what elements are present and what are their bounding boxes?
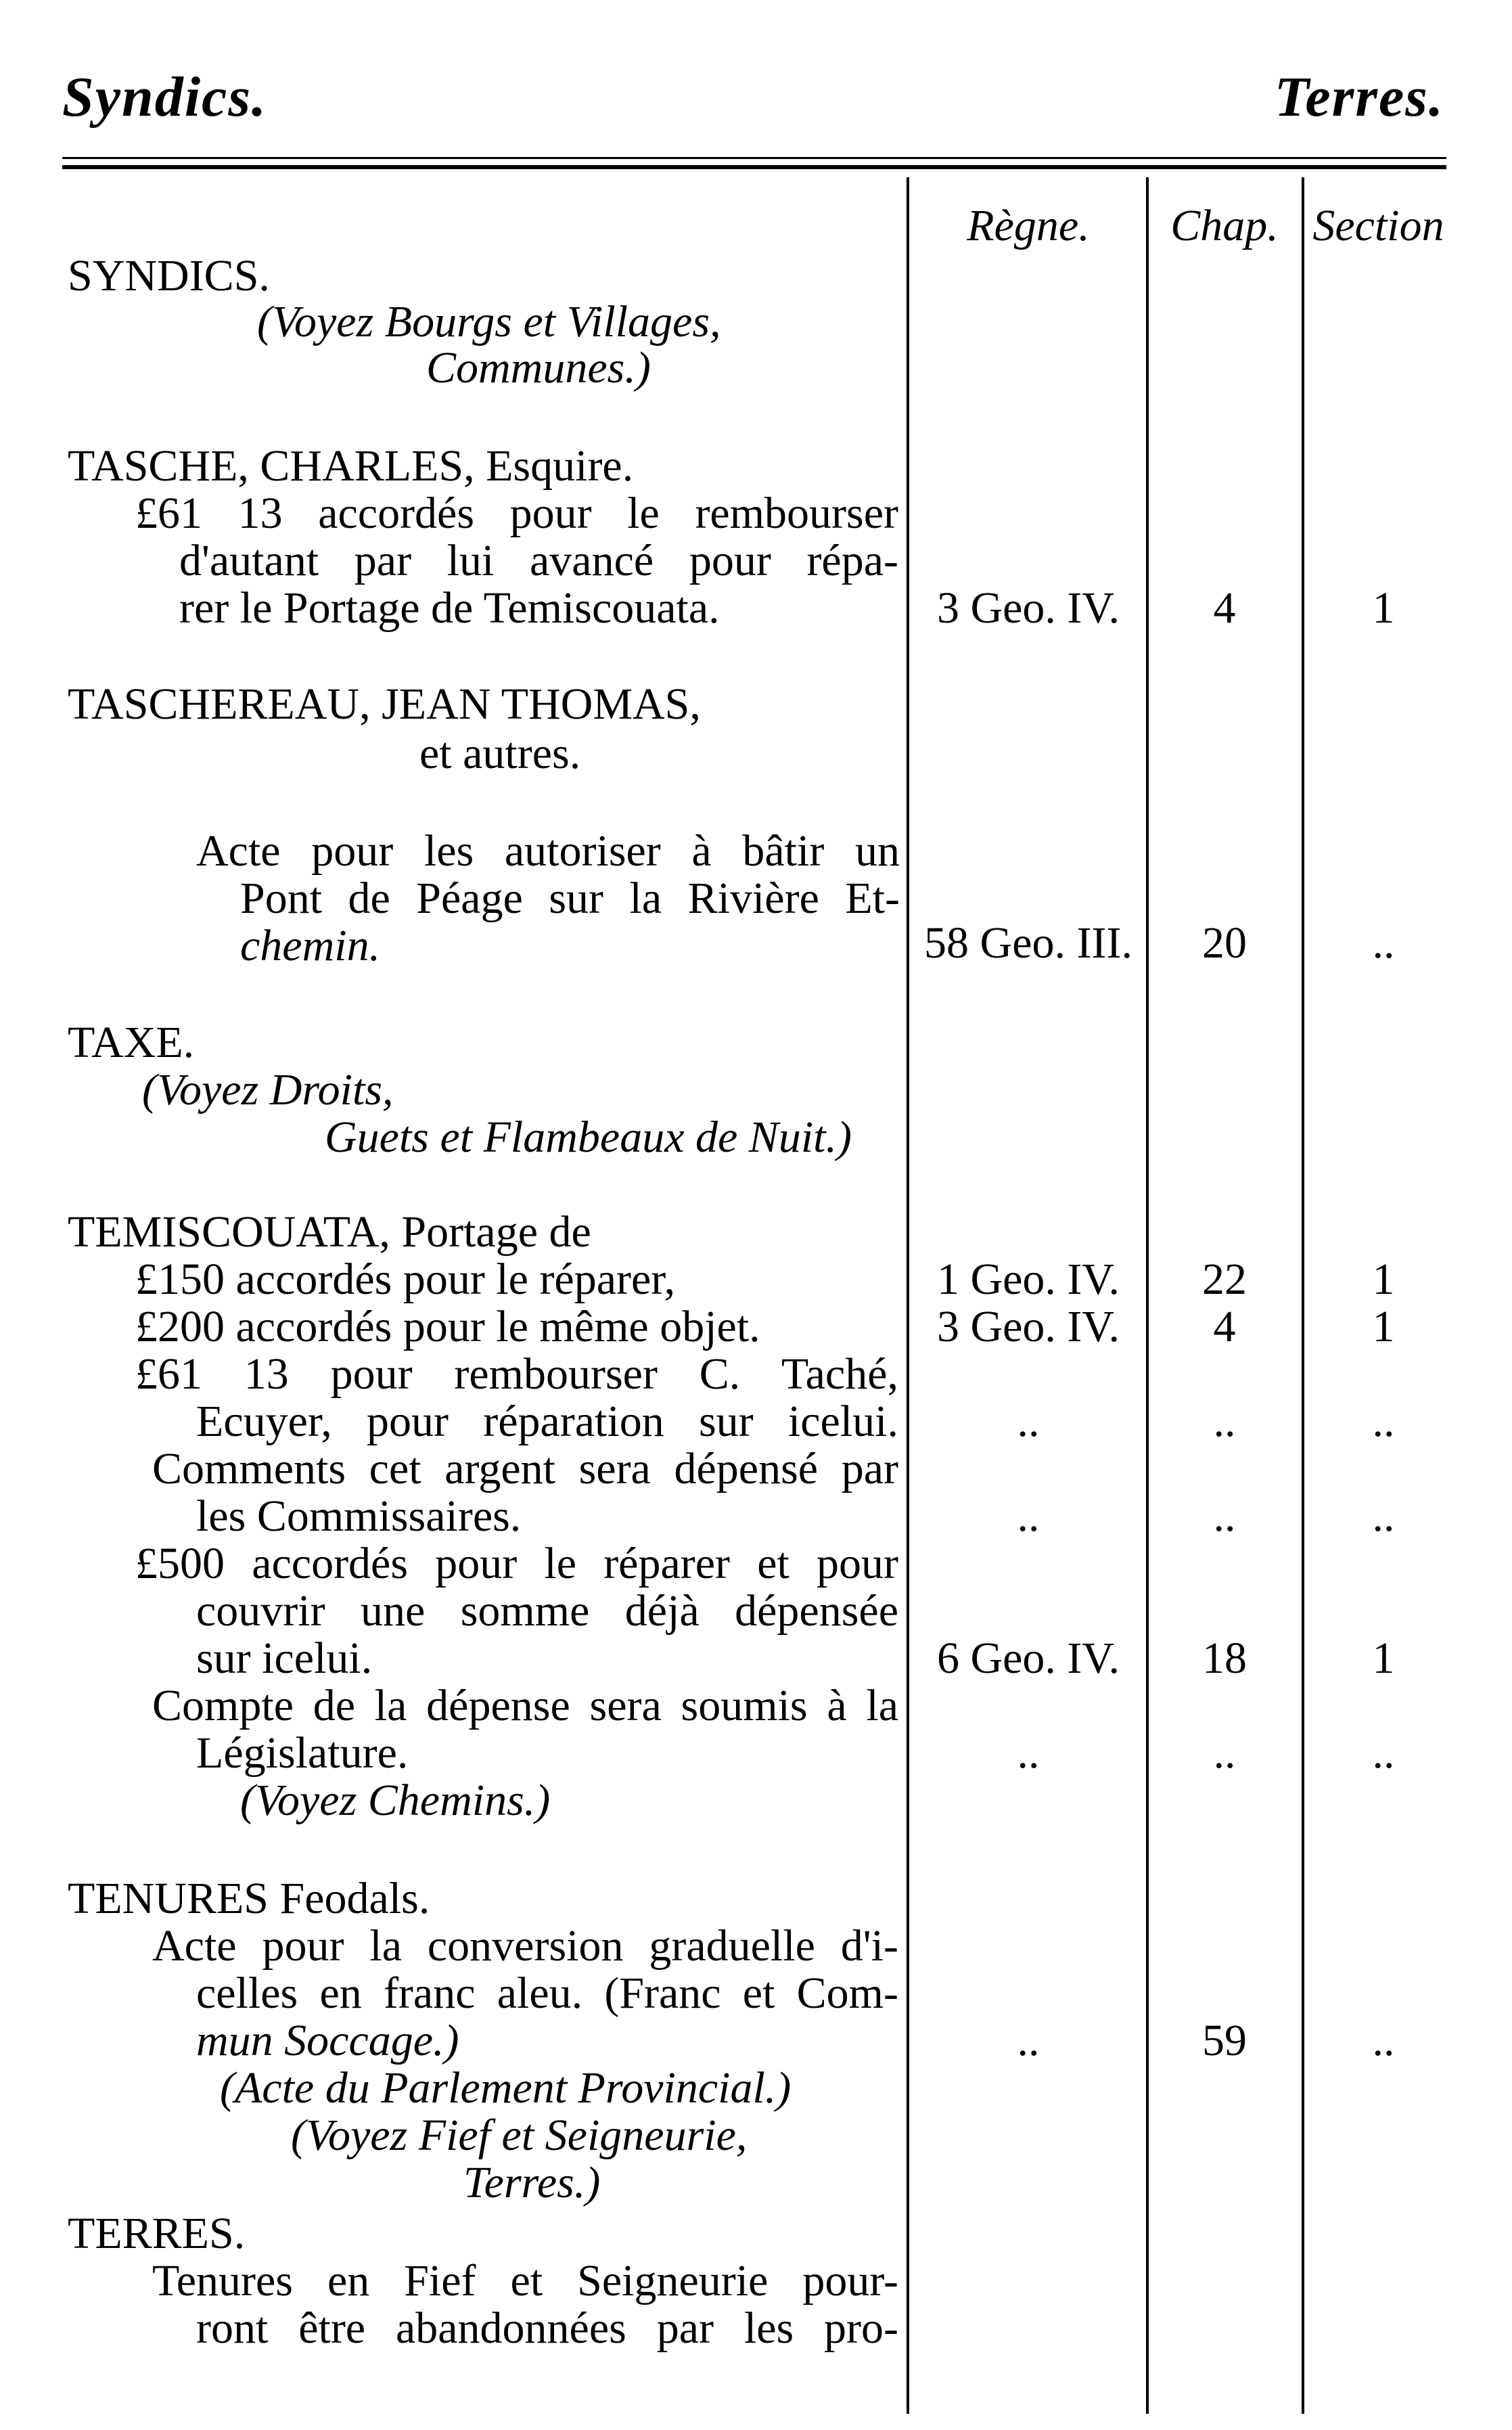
entry-line: £61 13 accordés pour le rembourser (135, 489, 898, 538)
entry-subheading: et autres. (419, 729, 581, 778)
regne-value: 58 Geo. III. (924, 918, 1132, 968)
regne-value: 1 Geo. IV. (936, 1255, 1120, 1304)
chap-value: 18 (1202, 1634, 1247, 1683)
section-value: .. (1372, 918, 1395, 968)
entry-line: Législature. (196, 1728, 409, 1778)
regne-value: 3 Geo. IV. (936, 583, 1120, 633)
entry-line: les Commissaires. (196, 1491, 522, 1541)
regne-value: .. (1017, 1728, 1040, 1778)
header-rule-thick (62, 165, 1446, 169)
header-rule-thin (62, 157, 1446, 159)
chap-value: .. (1213, 1397, 1236, 1446)
entry-line: £61 13 pour rembourser C. Taché, (135, 1349, 898, 1399)
entry-line: Acte pour les autoriser à bâtir un (196, 826, 900, 876)
entry-line: mun Soccage.) (196, 2016, 459, 2065)
regne-value: 6 Geo. IV. (936, 1634, 1120, 1683)
column-divider-text (907, 177, 909, 2414)
cross-reference: (Acte du Parlement Provincial.) (220, 2063, 792, 2113)
cross-reference: Communes.) (426, 343, 651, 392)
section-value: .. (1372, 1397, 1395, 1446)
cross-reference: (Voyez Fief et Seigneurie, (291, 2111, 748, 2160)
regne-value: .. (1017, 2016, 1040, 2065)
section-value: .. (1372, 1491, 1395, 1541)
regne-value: .. (1017, 1491, 1040, 1541)
entry-line: rer le Portage de Temiscouata. (179, 583, 720, 633)
entry-line: £150 accordés pour le réparer, (135, 1255, 676, 1304)
regne-value: 3 Geo. IV. (936, 1302, 1120, 1351)
column-header-chap: Chap. (1170, 201, 1279, 250)
entry-heading: TEMISCOUATA, Portage de (68, 1207, 591, 1257)
entry-line: Pont de Péage sur la Rivière Et- (240, 874, 900, 923)
section-value: .. (1372, 1728, 1395, 1778)
chap-value: 4 (1213, 1302, 1236, 1351)
entry-heading: TERRES. (68, 2209, 246, 2258)
cross-reference: Terres.) (463, 2158, 601, 2207)
entry-line: Tenures en Fief et Seigneurie pour- (152, 2256, 898, 2305)
cross-reference: (Voyez Bourgs et Villages, (257, 297, 721, 346)
entry-heading: TENURES Feodals. (68, 1874, 430, 1923)
section-value: 1 (1372, 1634, 1395, 1683)
running-header-left: Syndics. (62, 66, 268, 129)
section-value: 1 (1372, 1255, 1395, 1304)
entry-heading: TAXE. (68, 1018, 195, 1067)
section-value: 1 (1372, 583, 1395, 633)
chap-value: .. (1213, 1491, 1236, 1541)
entry-line: Compte de la dépense sera soumis à la (152, 1681, 898, 1730)
running-header-right: Terres. (1274, 66, 1444, 129)
entry-line: chemin. (240, 921, 381, 970)
entry-line: Acte pour la conversion graduelle d'i- (152, 1921, 898, 1971)
entry-line: d'autant par lui avancé pour répa- (179, 536, 898, 585)
entry-line: ront être abandonnées par les pro- (196, 2303, 898, 2353)
section-value: 1 (1372, 1302, 1395, 1351)
section-value: .. (1372, 2016, 1395, 2065)
entry-line: couvrir une somme déjà dépensée (196, 1586, 898, 1636)
chap-value: 22 (1202, 1255, 1247, 1304)
chap-value: 20 (1202, 918, 1247, 968)
column-header-regne: Règne. (967, 201, 1090, 250)
column-divider-regne (1146, 177, 1149, 2414)
entry-heading: TASCHEREAU, JEAN THOMAS, (68, 679, 701, 729)
cross-reference: (Voyez Droits, (142, 1065, 394, 1115)
entry-line: sur icelui. (196, 1634, 373, 1683)
entry-heading: TASCHE, CHARLES, Esquire. (68, 441, 634, 491)
regne-value: .. (1017, 1397, 1040, 1446)
chap-value: .. (1213, 1728, 1236, 1778)
entry-heading: SYNDICS. (68, 251, 270, 300)
cross-reference: (Voyez Chemins.) (240, 1776, 551, 1825)
entry-line: Ecuyer, pour réparation sur icelui. (196, 1397, 898, 1446)
entry-line: £500 accordés pour le réparer et pour (135, 1539, 898, 1588)
entry-line: £200 accordés pour le même objet. (135, 1302, 760, 1351)
entry-line: Comments cet argent sera dépensé par (152, 1444, 898, 1493)
column-divider-chap (1302, 177, 1304, 2414)
column-header-section: Section (1312, 201, 1444, 250)
chap-value: 59 (1202, 2016, 1247, 2065)
cross-reference: Guets et Flambeaux de Nuit.) (325, 1112, 852, 1162)
chap-value: 4 (1213, 583, 1236, 633)
entry-line: celles en franc aleu. (Franc et Com- (196, 1968, 898, 2018)
